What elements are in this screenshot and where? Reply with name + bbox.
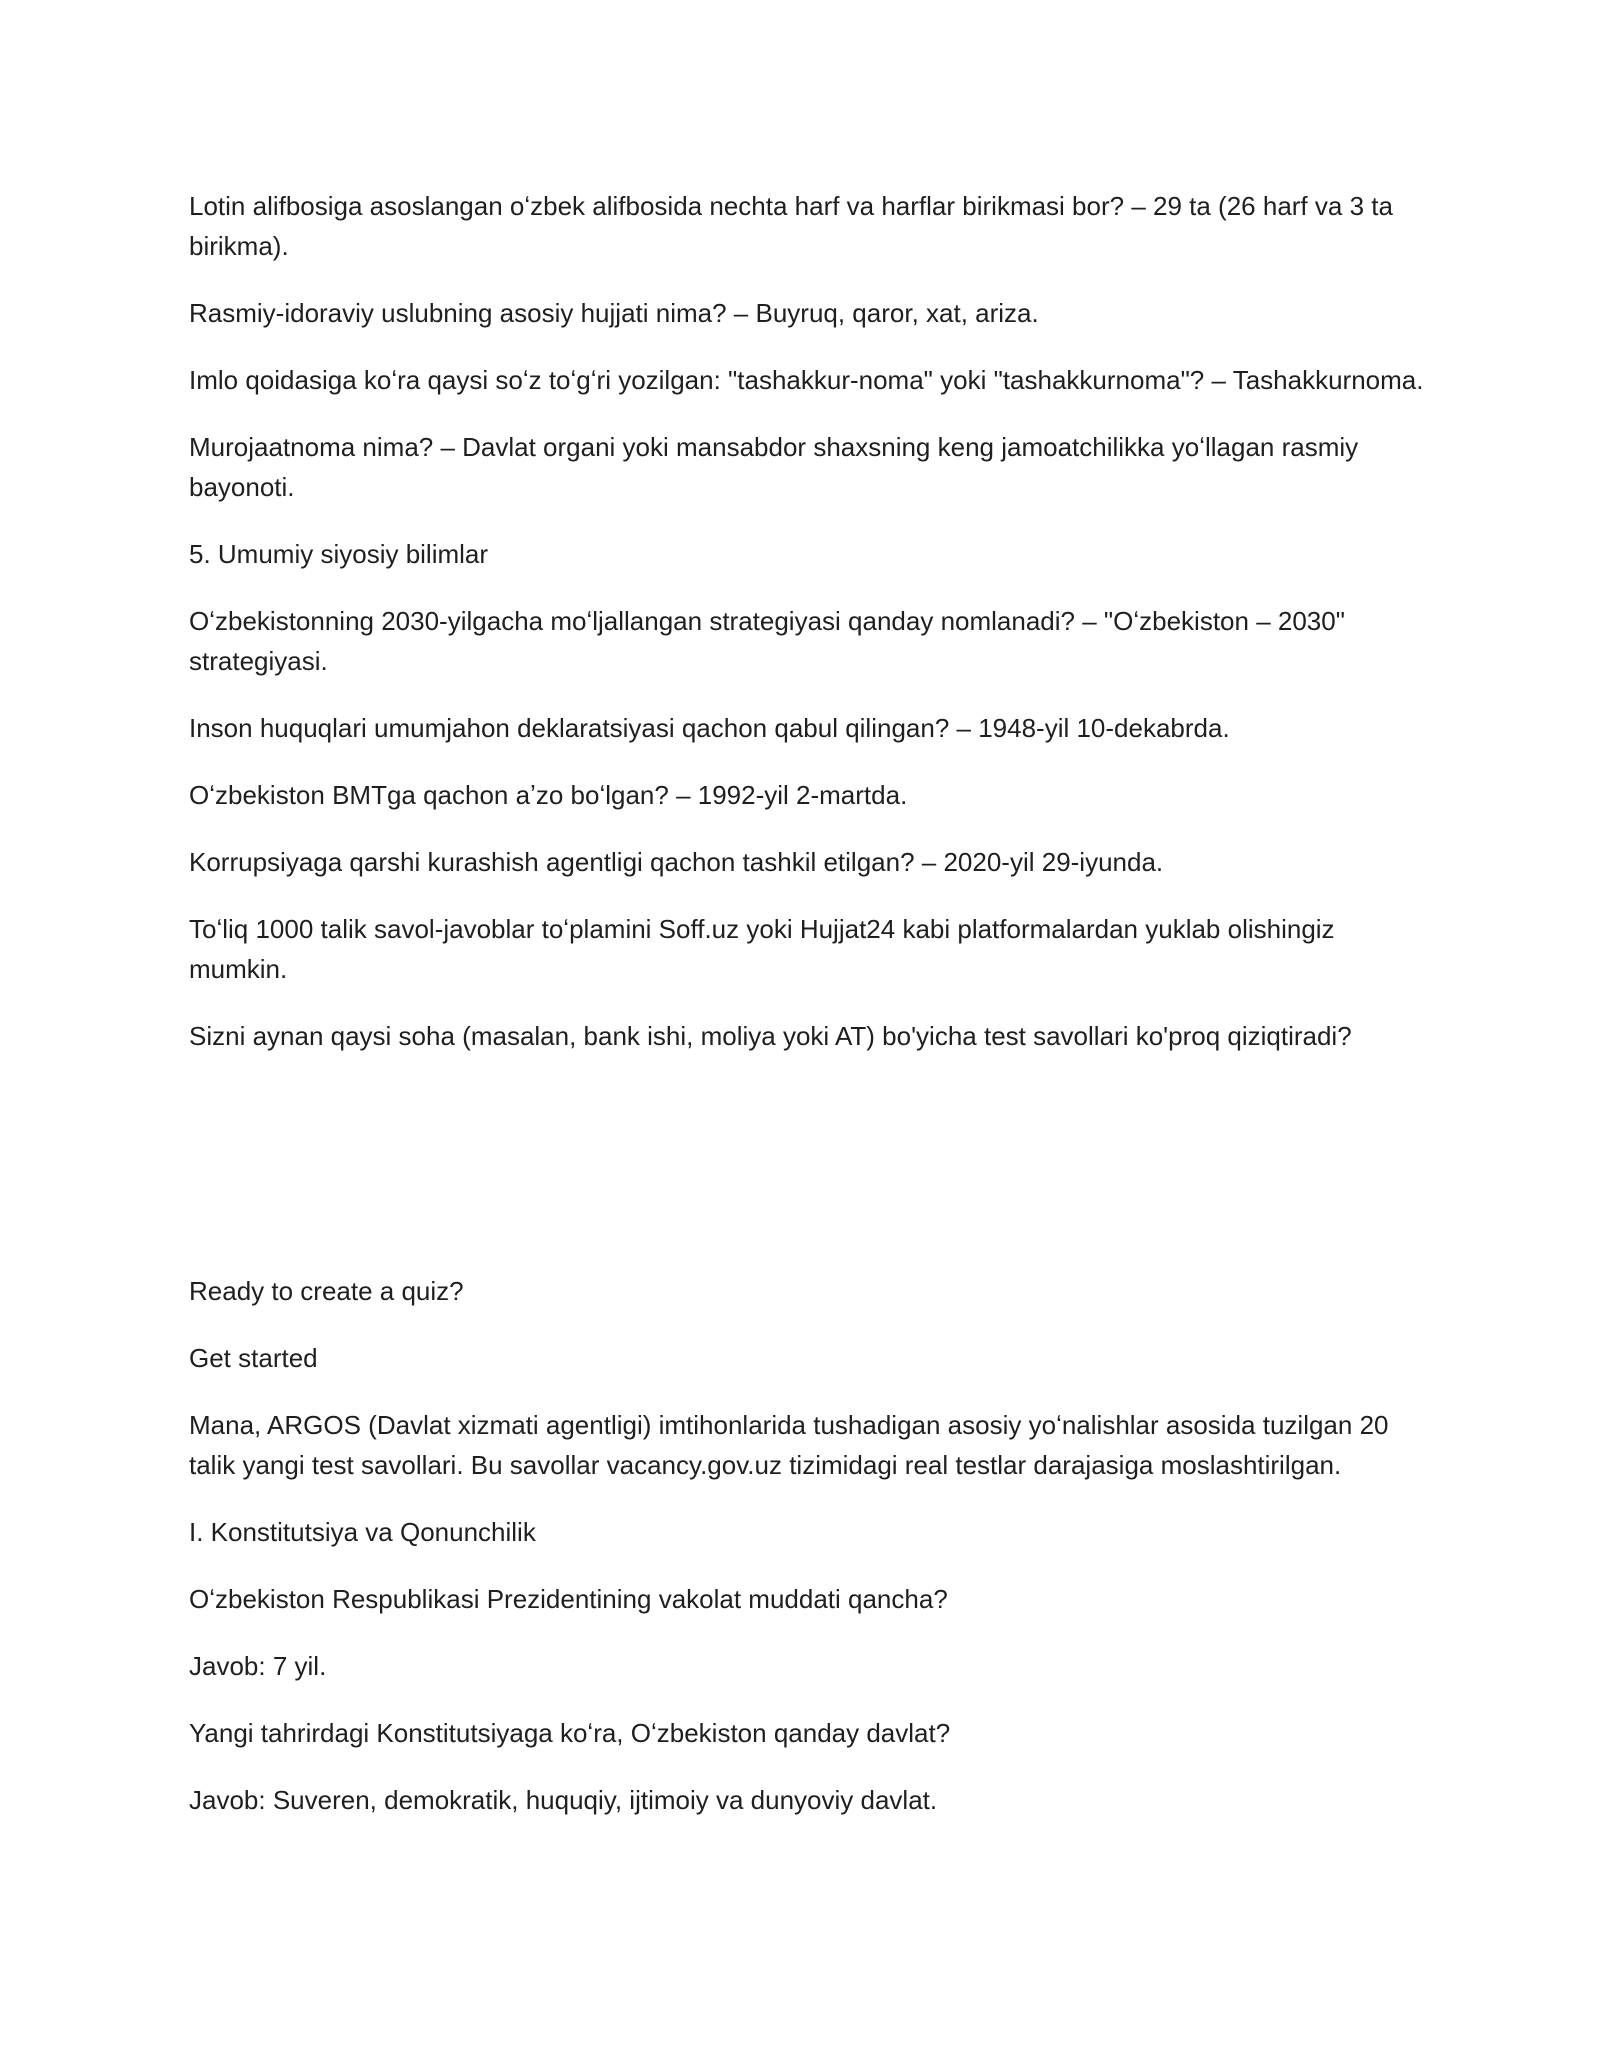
paragraph-official-style-question: Rasmiy-idoraviy uslubning asosiy hujjati nima? – Buyruq, qaror, xat, ariza. xyxy=(189,298,1039,328)
paragraph-human-rights-question: Inson huquqlari umumjahon deklaratsiyasi qachon qabul qilingan? – 1948-yil 10-dekabrda. xyxy=(189,713,1230,743)
section-heading-political-knowledge: 5. Umumiy siyosiy bilimlar xyxy=(189,539,489,569)
answer-president-term: Javob: 7 yil. xyxy=(189,1651,327,1681)
paragraph-appeal-question: Murojaatnoma nima? – Davlat organi yoki mansabdor shaxsning keng jamoatchilikka yoʻllagan rasmiy bayonoti. xyxy=(189,432,1359,502)
answer-state-type: Javob: Suveren, demokratik, huquqiy, ijtimoiy va dunyoviy davlat. xyxy=(189,1785,938,1815)
get-started-text: Get started xyxy=(189,1343,318,1373)
question-president-term: Oʻzbekiston Respublikasi Prezidentining vakolat muddati qancha? xyxy=(189,1584,948,1614)
paragraph-un-membership-question: Oʻzbekiston BMTga qachon aʼzo boʻlgan? – 1992-yil 2-martda. xyxy=(189,780,908,810)
paragraph-strategy-question: Oʻzbekistonning 2030-yilgacha moʻljallangan strategiyasi qanday nomlanadi? – "Oʻzbekiston – 2030" strategiyasi. xyxy=(189,606,1345,676)
paragraph-anticorruption-question: Korrupsiyaga qarshi kurashish agentligi qachon tashkil etilgan? – 2020-yil 29-iyunda. xyxy=(189,847,1164,877)
paragraph-argos-intro: Mana, ARGOS (Davlat xizmati agentligi) imtihonlarida tushadigan asosiy yoʻnalishlar asosida tuzilgan 20 talik yangi test savollari. Bu savollar vacancy.gov.uz tizimidagi real testlar darajasiga moslashtirilgan. xyxy=(189,1410,1389,1480)
paragraph-download-info: Toʻliq 1000 talik savol-javoblar toʻplamini Soff.uz yoki Hujjat24 kabi platformalardan yuklab olishingiz mumkin. xyxy=(189,914,1335,984)
question-state-type: Yangi tahrirdagi Konstitutsiyaga koʻra, Oʻzbekiston qanday davlat? xyxy=(189,1718,951,1748)
quiz-prompt: Ready to create a quiz? xyxy=(189,1276,464,1306)
document-body xyxy=(189,186,1429,1847)
paragraph-field-question: Sizni aynan qaysi soha (masalan, bank ishi, moliya yoki AT) bo'yicha test savollari ko'proq qiziqtiradi? xyxy=(189,1021,1352,1051)
section-heading-constitution: I. Konstitutsiya va Qonunchilik xyxy=(189,1517,536,1547)
paragraph-spelling-question: Imlo qoidasiga koʻra qaysi soʻz toʻgʻri yozilgan: "tashakkur-noma" yoki "tashakkurnoma"? – Tashakkurnoma. xyxy=(189,365,1424,395)
blank-space xyxy=(189,1083,1429,1271)
paragraph-alphabet-question: Lotin alifbosiga asoslangan oʻzbek alifbosida nechta harf va harflar birikmasi bor? – 29 ta (26 harf va 3 ta birikma). xyxy=(189,191,1393,261)
